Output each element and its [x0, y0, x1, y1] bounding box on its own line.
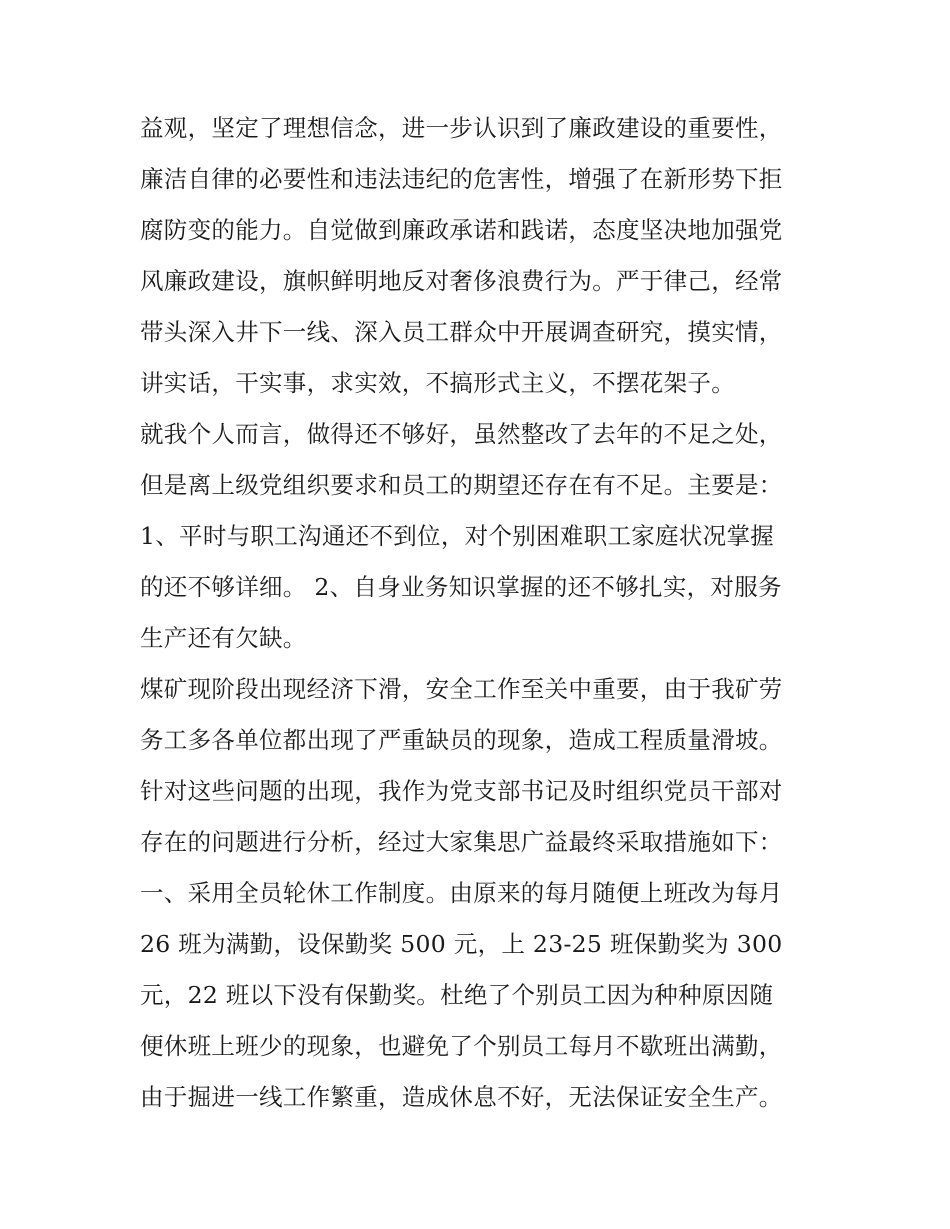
text-line: 一、采用全员轮休工作制度。由原来的每月随便上班改为每月 [140, 879, 783, 907]
text-line: 廉洁自律的必要性和违法违纪的危害性，增强了在新形势下拒 [140, 165, 783, 193]
text-line: 存在的问题进行分析，经过大家集思广益最终采取措施如下： [140, 828, 783, 856]
document-body [140, 103, 820, 1123]
text-line: 1、平时与职工沟通还不到位，对个别困难职工家庭状况掌握 [140, 522, 775, 550]
text-line: 的还不够详细。 2、自身业务知识掌握的还不够扎实，对服务 [140, 573, 782, 601]
text-line: 腐防变的能力。自觉做到廉政承诺和践诺，态度坚决地加强党 [140, 216, 783, 244]
text-line: 带头深入井下一线、深入员工群众中开展调查研究，摸实情， [140, 318, 783, 346]
text-line: 讲实话，干实事，求实效，不搞形式主义，不摆花架子。 [140, 369, 735, 397]
text-line: 针对这些问题的出现，我作为党支部书记及时组织党员干部对 [140, 777, 783, 805]
text-line: 便休班上班少的现象，也避免了个别员工每月不歇班出满勤， [140, 1032, 783, 1060]
text-line: 元，22 班以下没有保勤奖。杜绝了个别员工因为种种原因随 [140, 981, 774, 1009]
text-line: 生产还有欠缺。 [140, 624, 307, 652]
text-line: 益观，坚定了理想信念，进一步认识到了廉政建设的重要性， [140, 114, 783, 142]
text-line: 但是离上级党组织要求和员工的期望还存在有不足。主要是： [140, 471, 783, 499]
text-line: 由于掘进一线工作繁重，造成休息不好，无法保证安全生产。 [140, 1083, 783, 1111]
text-line: 风廉政建设，旗帜鲜明地反对奢侈浪费行为。严于律己，经常 [140, 267, 783, 295]
text-line: 务工多各单位都出现了严重缺员的现象，造成工程质量滑坡。 [140, 726, 783, 754]
text-line: 26 班为满勤，设保勤奖 500 元，上 23-25 班保勤奖为 300 [140, 930, 783, 958]
text-line: 煤矿现阶段出现经济下滑，安全工作至关中重要，由于我矿劳 [140, 675, 783, 703]
text-line: 就我个人而言，做得还不够好，虽然整改了去年的不足之处， [140, 420, 783, 448]
